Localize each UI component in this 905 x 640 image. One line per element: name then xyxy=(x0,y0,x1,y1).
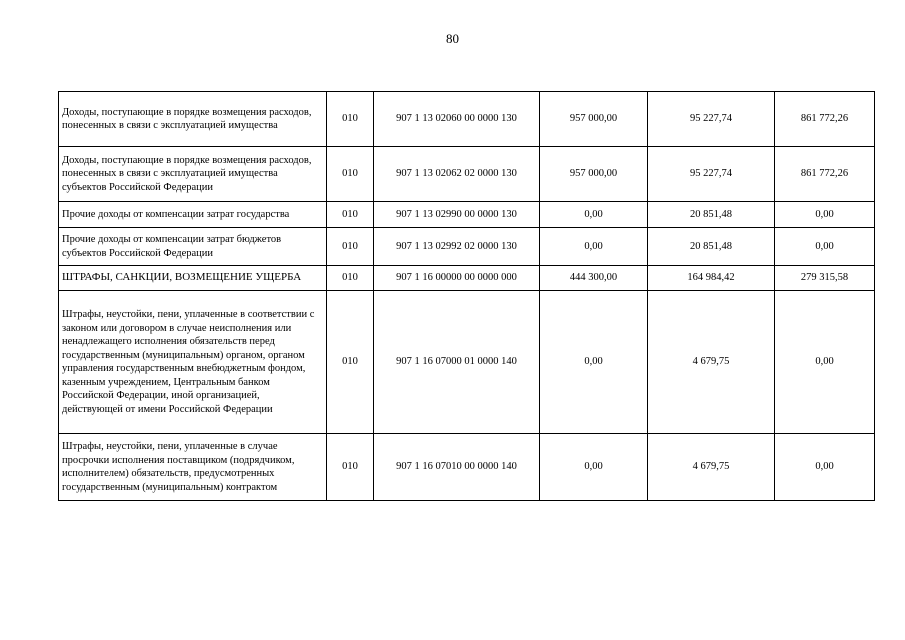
table-row xyxy=(59,228,875,266)
executed-amount-cell: 95 227,74 xyxy=(648,92,775,147)
line-code-cell: 010 xyxy=(327,202,374,228)
budget-code-cell: 907 1 13 02992 02 0000 130 xyxy=(374,228,540,266)
unexecuted-amount-cell: 279 315,58 xyxy=(775,266,875,291)
executed-amount-cell: 20 851,48 xyxy=(648,202,775,228)
budget-code-cell: 907 1 13 02062 02 0000 130 xyxy=(374,147,540,202)
page-number: 80 xyxy=(446,31,459,46)
approved-amount-cell: 444 300,00 xyxy=(540,266,648,291)
approved-amount-cell: 0,00 xyxy=(540,228,648,266)
approved-amount-cell: 0,00 xyxy=(540,291,648,434)
budget-code-cell: 907 1 13 02060 00 0000 130 xyxy=(374,92,540,147)
table-row xyxy=(59,147,875,202)
budget-code-cell: 907 1 13 02990 00 0000 130 xyxy=(374,202,540,228)
line-code-cell: 010 xyxy=(327,147,374,202)
approved-amount-cell: 957 000,00 xyxy=(540,92,648,147)
executed-amount-cell: 20 851,48 xyxy=(648,228,775,266)
income-name-cell: ШТРАФЫ, САНКЦИИ, ВОЗМЕЩЕНИЕ УЩЕРБА xyxy=(59,266,327,291)
income-name-cell: Прочие доходы от компенсации затрат бюджетов субъектов Российской Федерации xyxy=(59,228,327,266)
budget-code-cell: 907 1 16 00000 00 0000 000 xyxy=(374,266,540,291)
table-row xyxy=(59,202,875,228)
table-row xyxy=(59,92,875,147)
unexecuted-amount-cell: 0,00 xyxy=(775,228,875,266)
unexecuted-amount-cell: 861 772,26 xyxy=(775,92,875,147)
unexecuted-amount-cell: 0,00 xyxy=(775,202,875,228)
line-code-cell: 010 xyxy=(327,92,374,147)
budget-code-cell: 907 1 16 07000 01 0000 140 xyxy=(374,291,540,434)
revenue-table xyxy=(58,91,875,501)
line-code-cell: 010 xyxy=(327,434,374,501)
approved-amount-cell: 957 000,00 xyxy=(540,147,648,202)
income-name-cell: Штрафы, неустойки, пени, уплаченные в случае просрочки исполнения поставщиком (подрядчиком, исполнителем) обязательств, предусмотренных государственным (муниципальным) контрактом xyxy=(59,434,327,501)
unexecuted-amount-cell: 0,00 xyxy=(775,434,875,501)
unexecuted-amount-cell: 861 772,26 xyxy=(775,147,875,202)
executed-amount-cell: 95 227,74 xyxy=(648,147,775,202)
approved-amount-cell: 0,00 xyxy=(540,202,648,228)
income-name-cell: Прочие доходы от компенсации затрат государства xyxy=(59,202,327,228)
table-row xyxy=(59,291,875,434)
line-code-cell: 010 xyxy=(327,266,374,291)
income-name-cell: Штрафы, неустойки, пени, уплаченные в соответствии с законом или договором в случае неисполнения или ненадлежащего исполнения обязательств перед государственным (муниципальным) органом, органом управления государственным внебюджетным фондом, казенным учреждением, Центральным банком Российской Федерации, иной организацией, действующей от имени Российской Федерации xyxy=(59,291,327,434)
income-name-cell: Доходы, поступающие в порядке возмещения расходов, понесенных в связи с эксплуатацией имущества xyxy=(59,92,327,147)
table-row xyxy=(59,434,875,501)
budget-code-cell: 907 1 16 07010 00 0000 140 xyxy=(374,434,540,501)
line-code-cell: 010 xyxy=(327,228,374,266)
executed-amount-cell: 4 679,75 xyxy=(648,434,775,501)
table-row xyxy=(59,266,875,291)
executed-amount-cell: 4 679,75 xyxy=(648,291,775,434)
income-name-cell: Доходы, поступающие в порядке возмещения расходов, понесенных в связи с эксплуатацией имущества субъектов Российской Федерации xyxy=(59,147,327,202)
executed-amount-cell: 164 984,42 xyxy=(648,266,775,291)
unexecuted-amount-cell: 0,00 xyxy=(775,291,875,434)
approved-amount-cell: 0,00 xyxy=(540,434,648,501)
line-code-cell: 010 xyxy=(327,291,374,434)
